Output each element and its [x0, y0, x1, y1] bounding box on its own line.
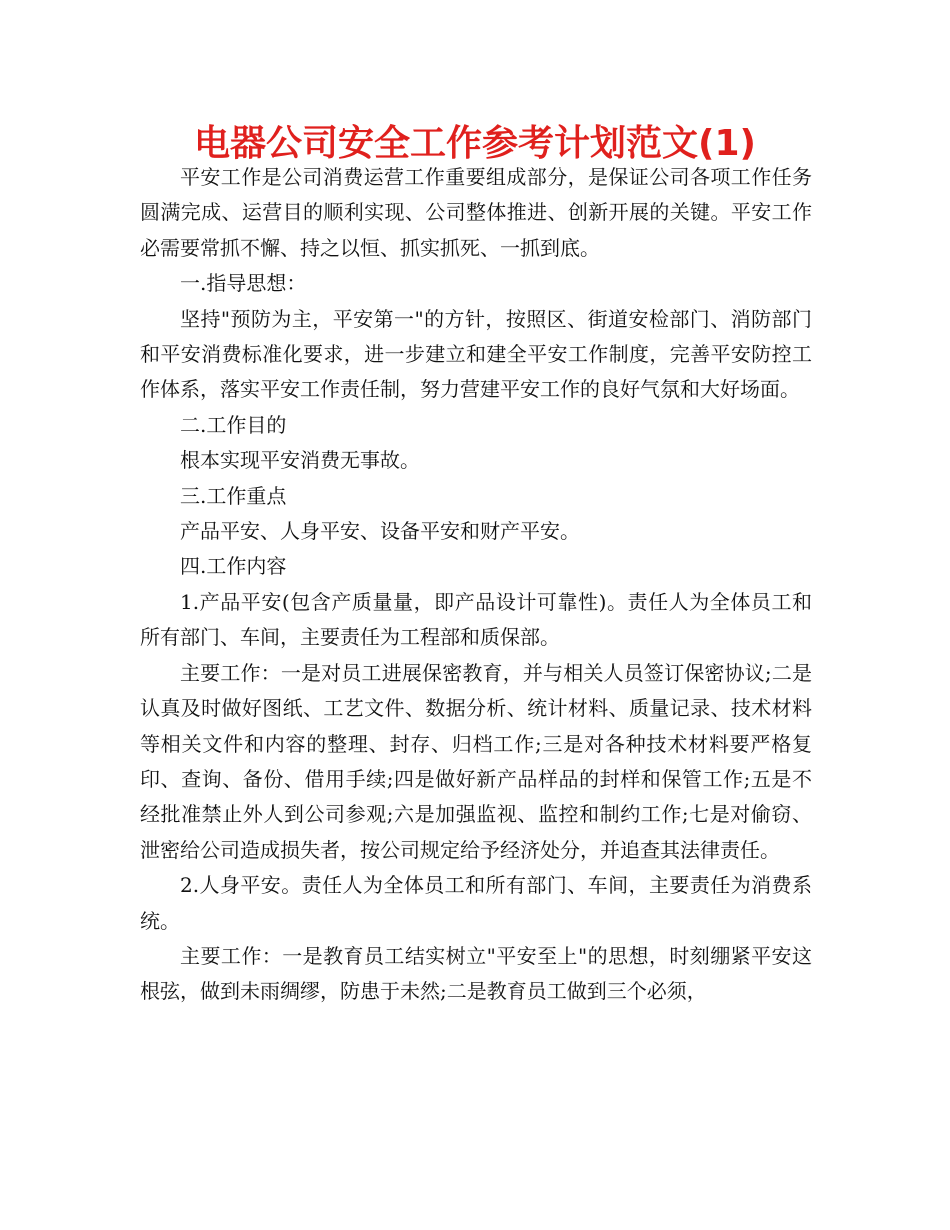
- heading-work-content: 四.工作内容: [180, 554, 287, 579]
- paragraph-guiding-thought: 坚持"预防为主，平安第一"的方针，按照区、街道安检部门、消防部门和平安消费标准化要求，进一步建立和建全平安工作制度，完善平安防控工作体系，落实平安工作责任制，努力营建平安工作的良好气氛和大好场面。: [140, 306, 812, 402]
- paragraph-product-safety: 1.产品平安(包含产质量量，即产品设计可靠性)。责任人为全体员工和所有部门、车间，主要责任为工程部和质保部。: [140, 589, 812, 650]
- paragraph-personal-safety-tasks: 主要工作：一是教育员工结实树立"平安至上"的思想，时刻绷紧平安这根弦，做到未雨绸缪，防患于未然;二是教育员工做到三个必须，: [140, 943, 812, 1004]
- heading-work-focus: 三.工作重点: [180, 483, 287, 508]
- paragraph-personal-safety: 2.人身平安。责任人为全体员工和所有部门、车间，主要责任为消费系统。: [140, 873, 812, 933]
- document-title: 电器公司安全工作参考计划范文(1): [194, 123, 756, 164]
- document-body: [140, 160, 812, 1010]
- paragraph-work-focus: 产品平安、人身平安、设备平安和财产平安。: [180, 519, 580, 544]
- heading-guiding-thought: 一.指导思想：: [180, 271, 307, 296]
- paragraph-work-goal: 根本实现平安消费无事故。: [180, 448, 420, 473]
- heading-work-goal: 二.工作目的: [180, 412, 287, 437]
- paragraph-product-safety-tasks: 主要工作：一是对员工进展保密教育，并与相关人员签订保密协议;二是认真及时做好图纸、工艺文件、数据分析、统计材料、质量记录、技术材料等相关文件和内容的整理、封存、归档工作;三是对各种技术材料要严格复印、查询、备份、借用手续;四是做好新产品样品的封样和保管工作;五是不经批准禁止外人到公司参观;六是加强监视、监控和制约工作;七是对偷窃、泄密给公司造成损失者，按公司规定给予经济处分，并追查其法律责任。: [140, 660, 812, 862]
- paragraph-intro: 平安工作是公司消费运营工作重要组成部分，是保证公司各项工作任务圆满完成、运营目的顺利实现、公司整体推进、创新开展的关键。平安工作必需要常抓不懈、持之以恒、抓实抓死、一抓到底。: [140, 165, 812, 260]
